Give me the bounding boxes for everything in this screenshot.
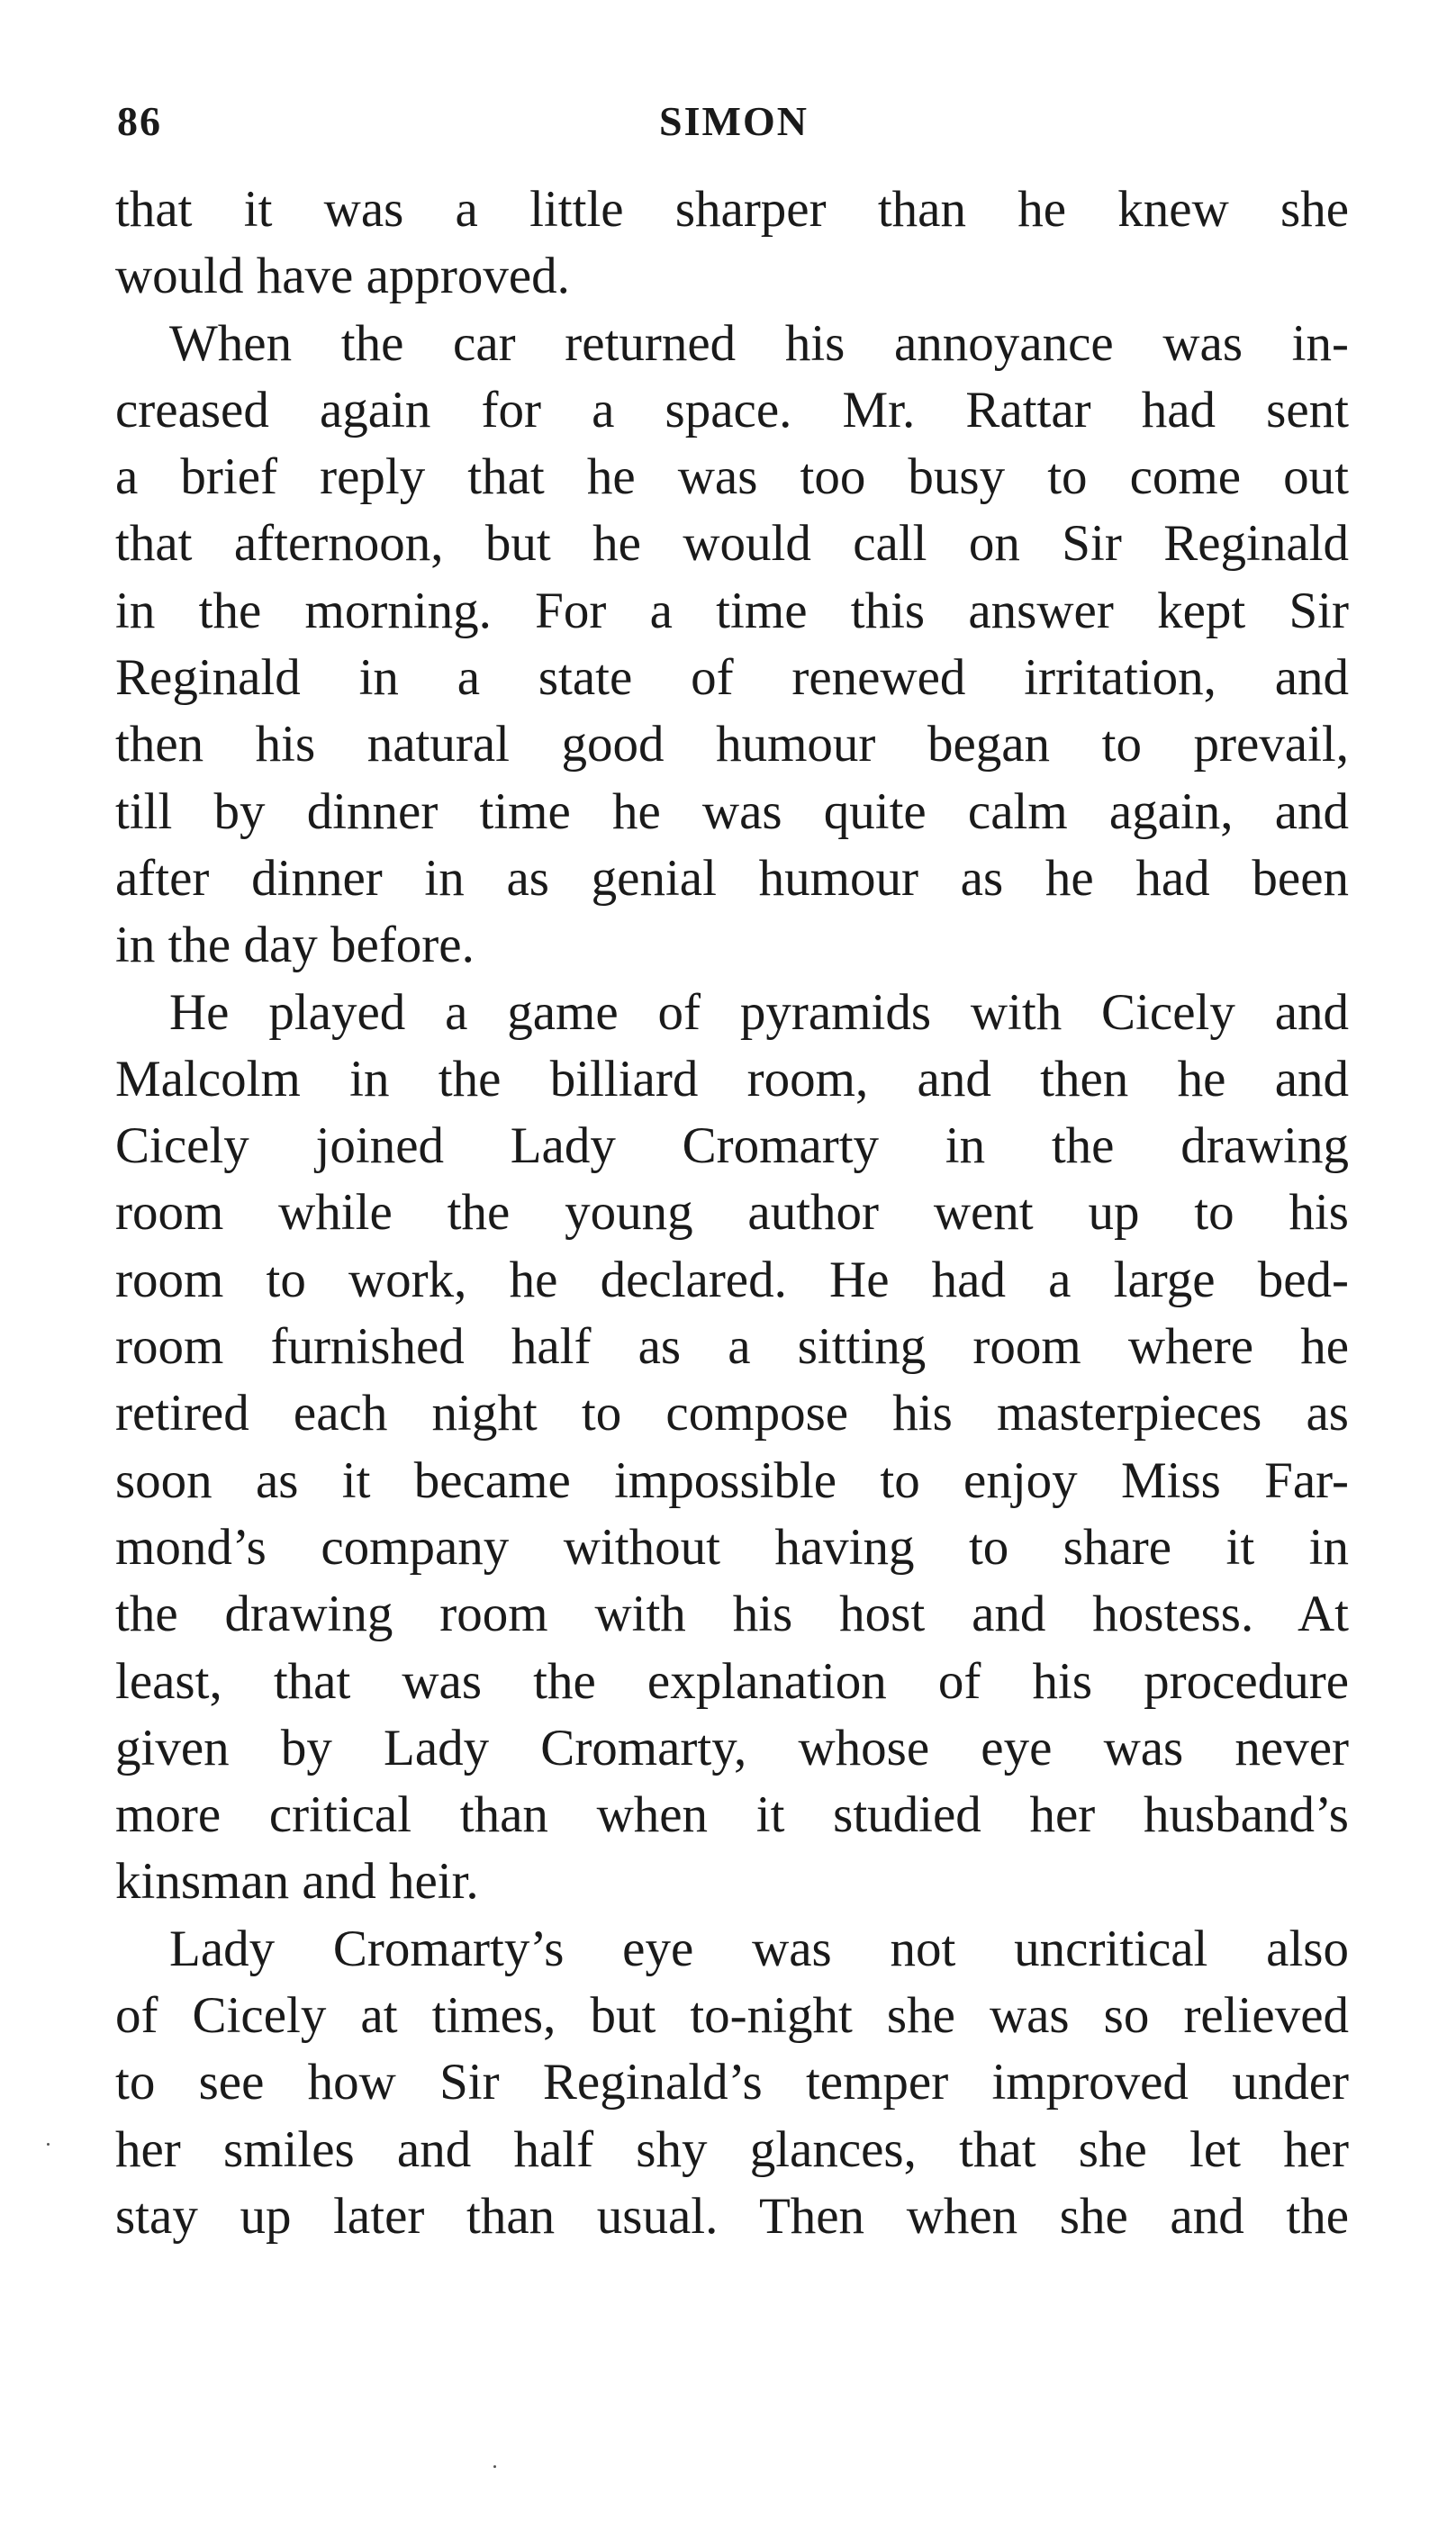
text-line: stay up later than usual. Then when she and the bbox=[115, 2187, 1349, 2245]
paragraph bbox=[115, 311, 1349, 980]
text-line: Malcolm in the billiard room, and then he and bbox=[115, 1050, 1349, 1107]
paragraph bbox=[115, 980, 1349, 1916]
page-number: 86 bbox=[117, 98, 162, 144]
text-line: mond’s company without having to share it in bbox=[115, 1518, 1349, 1576]
text-line: Cicely joined Lady Cromarty in the drawing bbox=[115, 1117, 1349, 1175]
text-line: that afternoon, but he would call on Sir Reginald bbox=[115, 515, 1349, 573]
scan-speck bbox=[493, 2465, 496, 2468]
body-text bbox=[115, 176, 1349, 2250]
text-line: given by Lady Cromarty, whose eye was never bbox=[115, 1719, 1349, 1776]
text-line: room while the young author went up to his bbox=[115, 1184, 1349, 1242]
running-head bbox=[117, 97, 1351, 169]
text-line: room furnished half as a sitting room where he bbox=[115, 1318, 1349, 1376]
text-line: in the day before. bbox=[115, 917, 475, 974]
text-line: to see how Sir Reginald’s temper improved under bbox=[115, 2054, 1349, 2111]
text-line: till by dinner time he was quite calm again, and bbox=[115, 782, 1349, 840]
text-line: Lady Cromarty’s eye was not uncritical also bbox=[169, 1920, 1349, 1977]
text-line: kinsman and heir. bbox=[115, 1853, 479, 1911]
text-line: room to work, he declared. He had a large bed- bbox=[115, 1251, 1349, 1308]
text-line: retired each night to compose his masterpieces as bbox=[115, 1385, 1349, 1442]
text-line: that it was a little sharper than he knew she bbox=[115, 181, 1349, 238]
text-line: her smiles and half shy glances, that she let her bbox=[115, 2120, 1349, 2178]
paragraph bbox=[115, 1916, 1349, 2250]
text-line: creased again for a space. Mr. Rattar had sent bbox=[115, 381, 1349, 438]
text-line: more critical than when it studied her husband’s bbox=[115, 1786, 1349, 1844]
running-title: SIMON bbox=[659, 98, 809, 144]
text-line: after dinner in as genial humour as he had been bbox=[115, 849, 1349, 907]
text-line: a brief reply that he was too busy to come out bbox=[115, 448, 1349, 506]
text-line: He played a game of pyramids with Cicely and bbox=[169, 983, 1349, 1041]
text-line: soon as it became impossible to enjoy Miss Far- bbox=[115, 1451, 1349, 1509]
text-line: least, that was the explanation of his procedure bbox=[115, 1652, 1349, 1710]
text-line: in the morning. For a time this answer kept Sir bbox=[115, 582, 1349, 639]
scan-speck bbox=[47, 2143, 50, 2146]
paragraph bbox=[115, 176, 1349, 311]
text-line: would have approved. bbox=[115, 248, 570, 305]
text-line: Reginald in a state of renewed irritation, and bbox=[115, 649, 1349, 707]
text-line: the drawing room with his host and hostess. At bbox=[115, 1586, 1349, 1643]
text-line: When the car returned his annoyance was in- bbox=[169, 314, 1349, 372]
text-line: then his natural good humour began to prevail, bbox=[115, 716, 1349, 773]
text-line: of Cicely at times, but to-night she was so relieved bbox=[115, 1987, 1349, 2045]
